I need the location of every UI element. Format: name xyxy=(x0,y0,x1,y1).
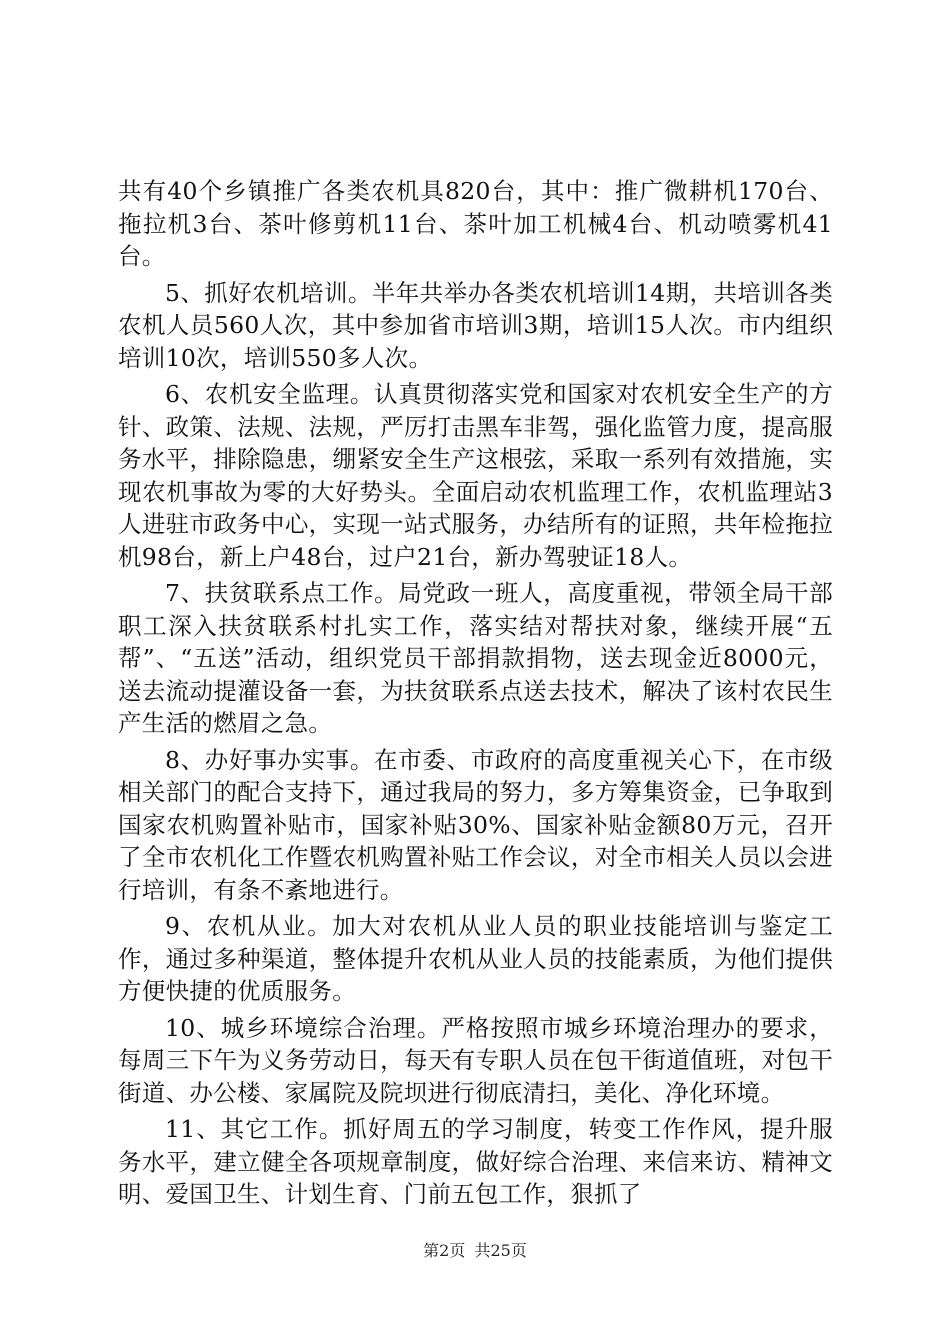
page-number: 第2页 xyxy=(423,1241,466,1260)
page-total: 共25页 xyxy=(474,1241,527,1260)
paragraph-item-11: 11、其它工作。抓好周五的学习制度，转变工作作风，提升服务水平，建立健全各项规章制度，做好综合治理、来信来访、精神文明、爱国卫生、计划生育、门前五包工作，狠抓了 xyxy=(118,1115,833,1208)
paragraph-item-7: 7、扶贫联系点工作。局党政一班人，高度重视，带领全局干部职工深入扶贫联系村扎实工作，落实结对帮扶对象，继续开展“五帮”、“五送”活动，组织党员干部捐款捐物，送去现金近8000元，送去流动提灌设备一套，为扶贫联系点送去技术，解决了该村农民生产生活的燃眉之急。 xyxy=(118,579,833,737)
paragraph-item-6: 6、农机安全监理。认真贯彻落实党和国家对农机安全生产的方针、政策、法规、法规，严厉打击黑车非驾，强化监管力度，提高服务水平，排除隐患，绷紧安全生产这根弦，采取一系列有效措施，实现农机事故为零的大好势头。全面启动农机监理工作，农机监理站3人进驻市政务中心，实现一站式服务，办结所有的证照，共年检拖拉机98台，新上户48台，过户21台，新办驾驶证18人。 xyxy=(118,380,833,571)
paragraph-item-10: 10、城乡环境综合治理。严格按照市城乡环境治理办的要求，每周三下午为义务劳动日，每天有专职人员在包干街道值班，对包干街道、办公楼、家属院及院坝进行彻底清扫，美化、净化环境。 xyxy=(118,1013,833,1107)
page-footer xyxy=(0,1241,950,1261)
paragraph-item-5: 5、抓好农机培训。半年共举办各类农机培训14期，共培训各类农机人员560人次，其中参加省市培训3期，培训15人次。市内组织培训10次，培训550多人次。 xyxy=(118,278,833,372)
document-body xyxy=(118,175,833,1215)
paragraph-item-8: 8、办好事办实事。在市委、市政府的高度重视关心下，在市级相关部门的配合支持下，通过我局的努力，多方筹集资金，已争取到国家农机购置补贴市，国家补贴30%、国家补贴金额80万元，召开了全市农机化工作暨农机购置补贴工作会议，对全市相关人员以会进行培训，有条不紊地进行。 xyxy=(118,745,833,904)
paragraph-item-9: 9、农机从业。加大对农机从业人员的职业技能培训与鉴定工作，通过多种渠道，整体提升农机从业人员的技能素质，为他们提供方便快捷的优质服务。 xyxy=(118,912,833,1005)
paragraph-continuation: 共有40个乡镇推广各类农机具820台，其中：推广微耕机170台、拖拉机3台、茶叶修剪机11台、茶叶加工机械4台、机动喷雾机41台。 xyxy=(118,177,833,270)
